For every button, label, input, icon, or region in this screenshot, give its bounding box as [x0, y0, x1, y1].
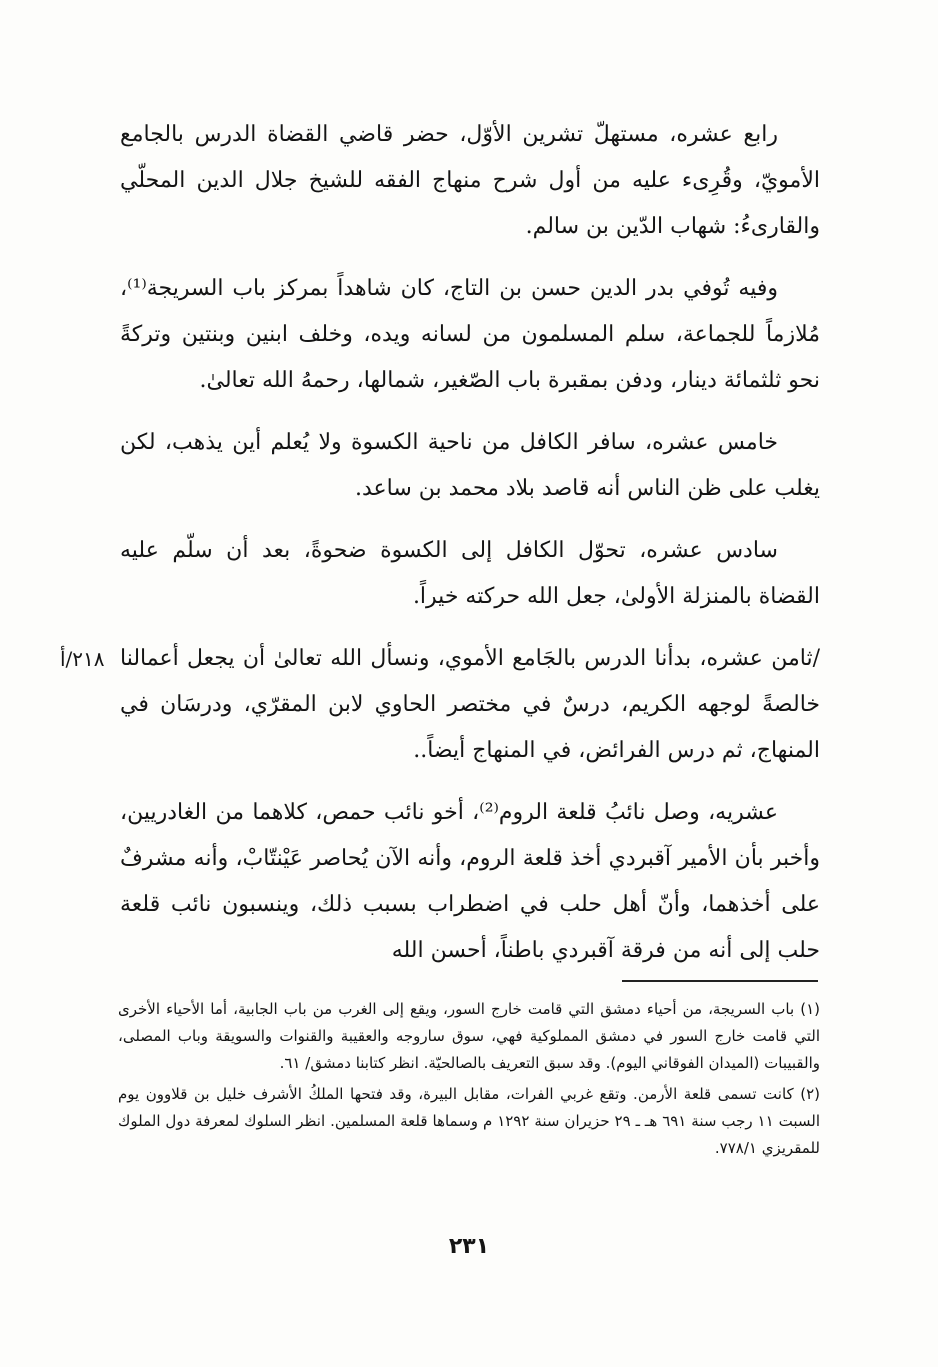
paragraph-ishrih: عشريه، وصل نائبُ قلعة الروم⁽²⁾، أخو نائب حمص، كلاهما من الغادريين، وأخبر بأن الأمير آقبردي أخذ قلعة الروم، وأنه الآن يُحاصر عَيْنتّابْ، وأنه مشرفٌ على أخذهما، وأنّ أهل حلب في اضطراب بسبب ذلك، وينسبون نائب قلعة حلب إلى أنه من فرقة آقبردي باطناً، أحسن الله [120, 800, 820, 963]
footnote-separator [622, 980, 818, 982]
paragraph-death-notice: وفيه تُوفي بدر الدين حسن بن التاج، كان شاهداً بمركز باب السريجة⁽¹⁾، مُلازماً للجماعة، سلم المسلمون من لسانه ويده، وخلف ابنين وبنتين وتركةً نحو ثلثمائة دينار، ودفن بمقبرة باب الصّغير، شمالها، رحمهُ الله تعالىٰ. [120, 276, 820, 393]
page-number: ٢٣١ [448, 1234, 490, 1259]
footnotes [118, 996, 820, 1166]
paragraph-khamis-ashara: خامس عشره، سافر الكافل من ناحية الكسوة ولا يُعلم أين يذهب، لكن يغلب على ظن الناس أنه قاصد بلاد محمد بن ساعد. [120, 430, 820, 501]
paragraph-thamin-ashara-block [60, 636, 820, 774]
footnote-2: (٢) كانت تسمى قلعة الأرمن. وتقع غربي الفرات، مقابل البيرة، وقد فتحها الملكُ الأشرف خليل بن قلاوون يوم السبت ١١ رجب سنة ٦٩١ هـ ـ ٢٩ حزيران سنة ١٢٩٢ م وسماها قلعة المسلمين. انظر السلوك لمعرفة دول الملوك للمقريزي ٧٧٨/١. [118, 1085, 820, 1157]
main-text [60, 112, 820, 990]
paragraph-thamin-ashara: /ثامن عشره، بدأنا الدرس بالجَامع الأموي، ونسأل الله تعالىٰ أن يجعل أعمالنا خالصةً لوجهه الكريم، درسٌ في مختصر الحاوي لابن المقرّي، ودرسَان في المنهاج، ثم درس الفرائض، في المنهاج أيضاً.. [120, 646, 820, 763]
paragraph-sadis-ashara: سادس عشره، تحوّل الكافل إلى الكسوة ضحوةً، بعد أن سلّم عليه القضاة بالمنزلة الأولىٰ، جعل الله حركته خيراً. [120, 538, 820, 609]
footnote-1: (١) باب السريجة، من أحياء دمشق التي قامت خارج السور، ويقع إلى الغرب من باب الجابية، أما الأحياء الأخرى التي قامت خارج السور في دمشق المملوكية فهي، سوق ساروجه والعقيبة والقنوات والسويقة وباب المصلى، والقبيبات (الميدان الفوقاني اليوم). وقد سبق التعريف بالصالحيّة. انظر كتابنا دمشق/ ٦١. [118, 1000, 820, 1072]
folio-margin-note: ٢١٨/أ [60, 647, 105, 671]
paragraph-rabi-ashara: رابع عشره، مستهلّ تشرين الأوّل، حضر قاضي القضاة الدرس بالجامع الأمويّ، وقُرِىء عليه من أول شرح منهاج الفقه للشيخ جلال الدين المحلّي والقارىءُ: شهاب الدّين بن سالم. [120, 122, 820, 239]
